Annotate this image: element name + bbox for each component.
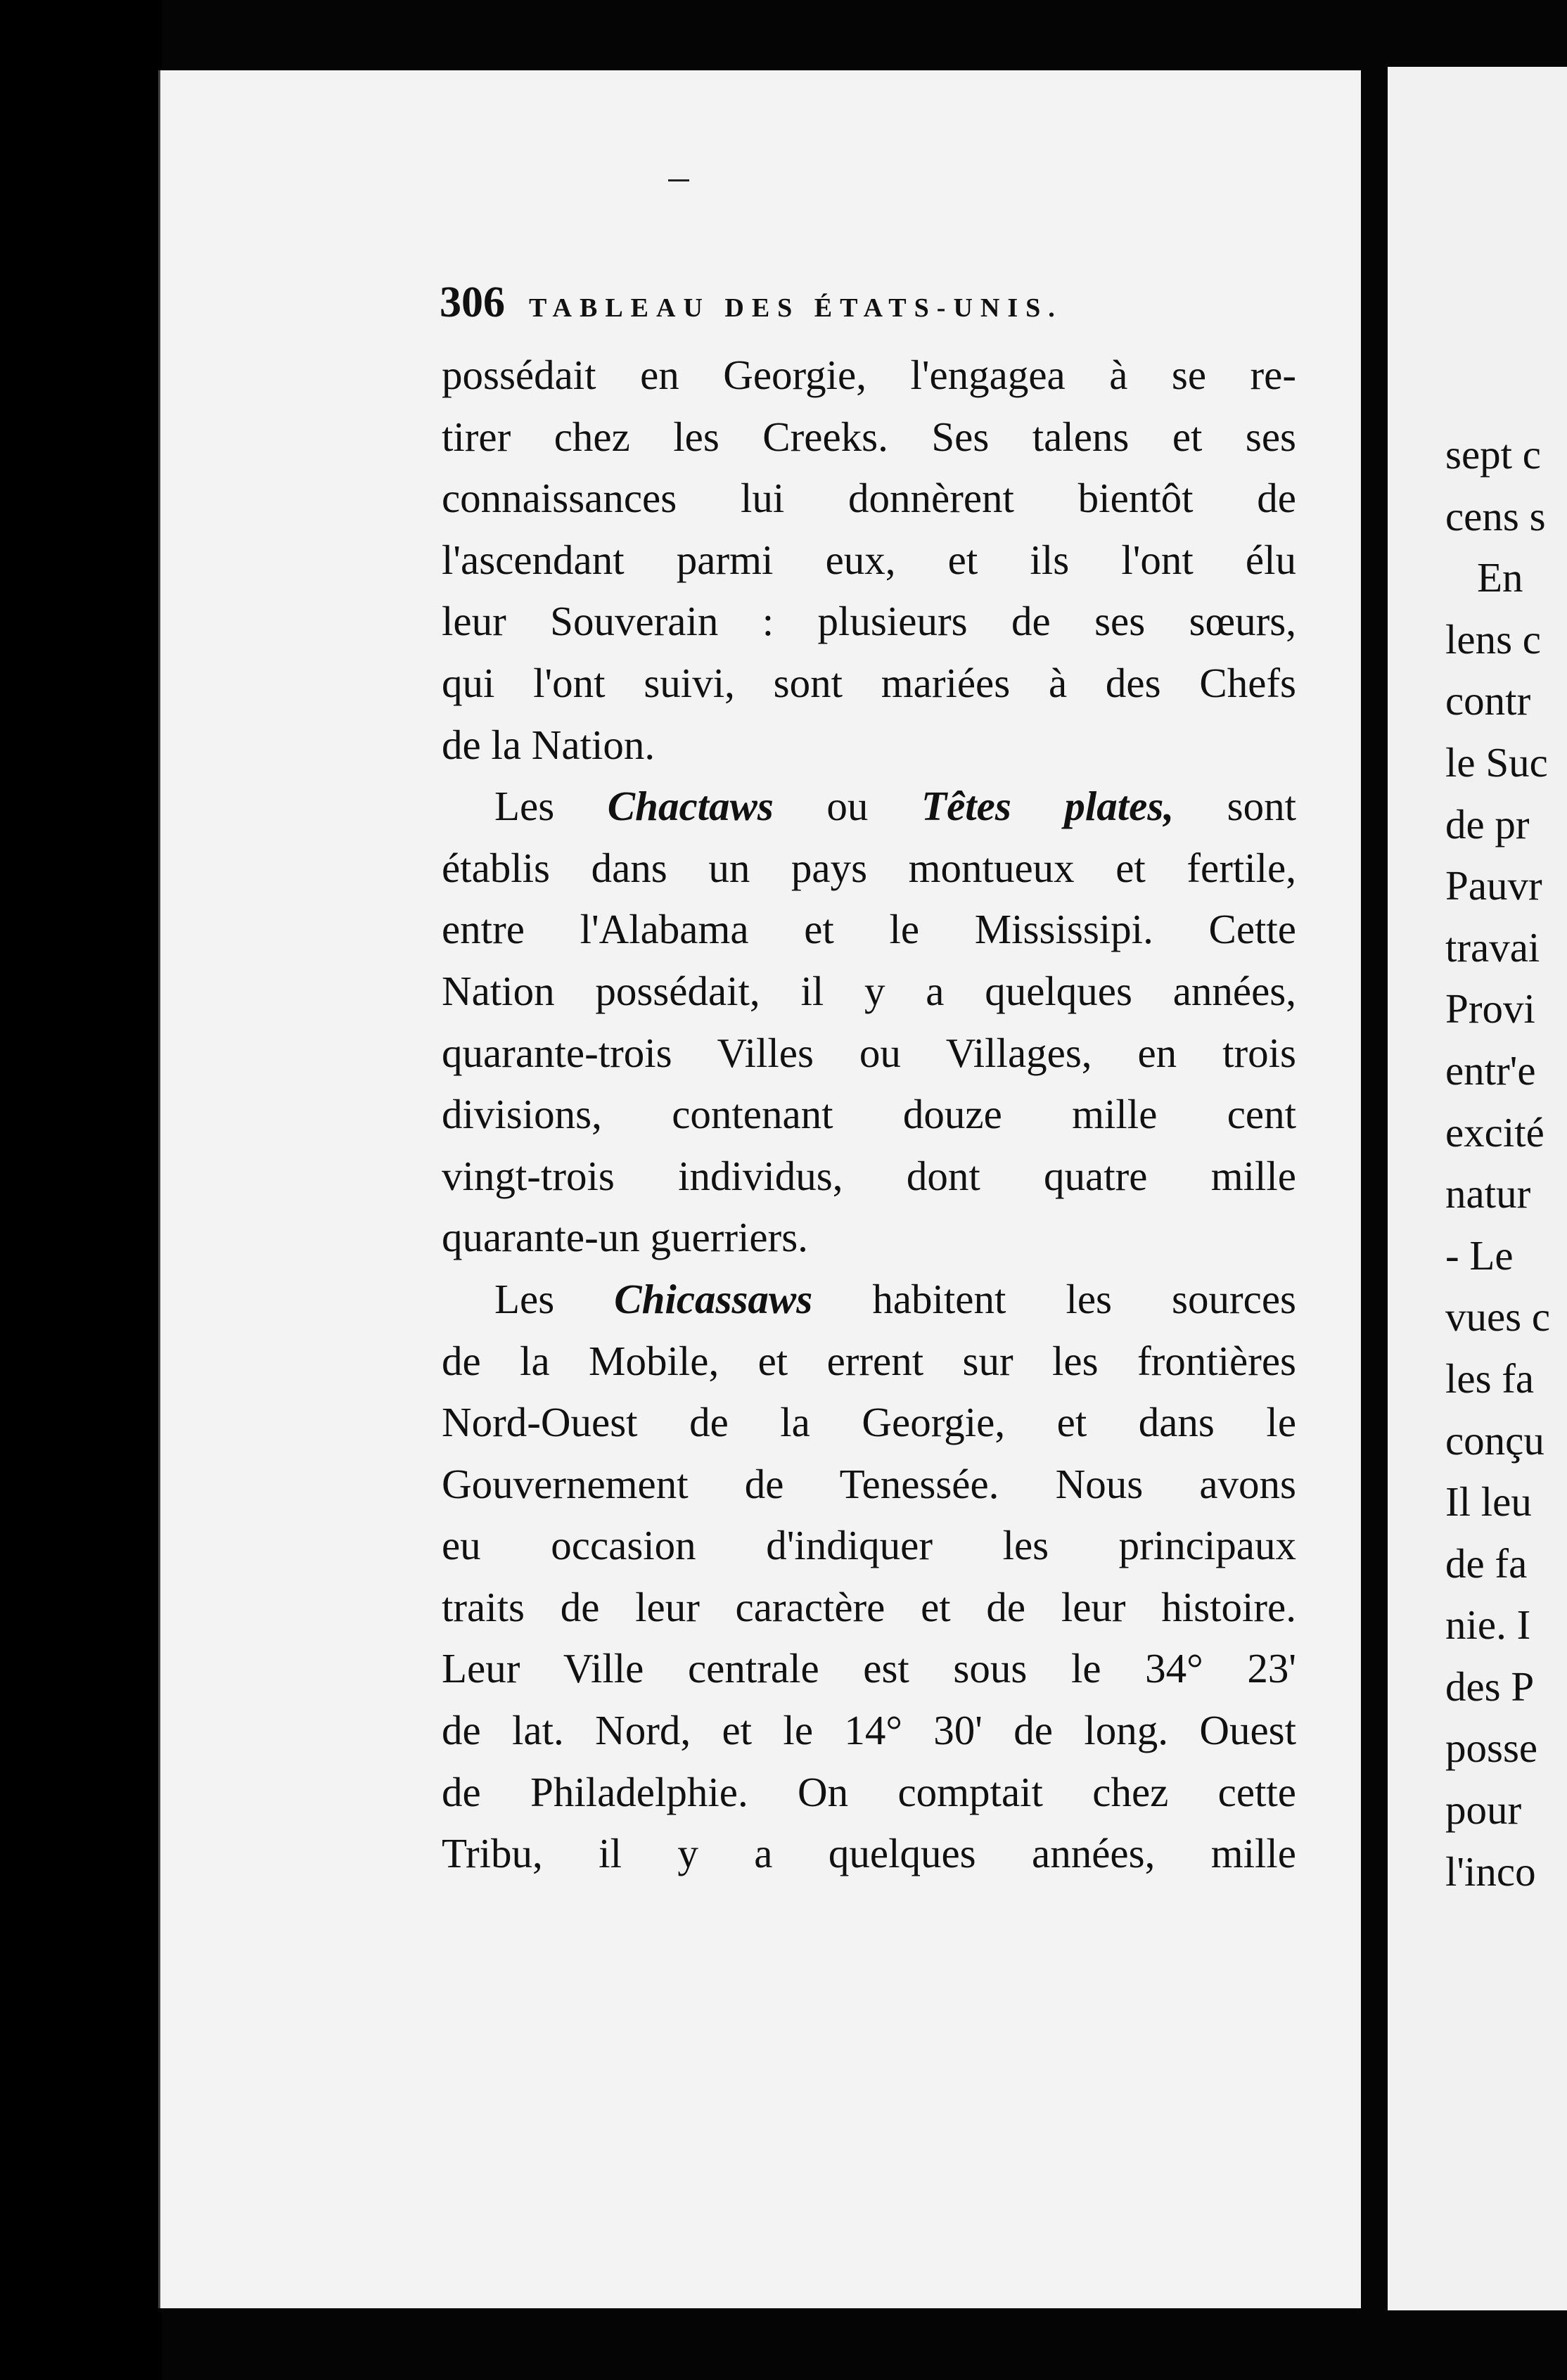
text-fragment: les fa [1445, 1355, 1535, 1402]
text-fragment: contr [1445, 677, 1531, 724]
text-line: quarante-trois Villes ou Villages, en trois [442, 1029, 1296, 1076]
text-fragment: pour [1445, 1786, 1522, 1834]
text-line: tirer chez les Creeks. Ses talens et ses [442, 413, 1296, 460]
text-line: Nation possédait, il y a quelques années, [442, 967, 1296, 1014]
text-fragment: entr'e [1445, 1047, 1536, 1094]
text-fragment: natur [1445, 1170, 1531, 1217]
text-line: de la Nation. [442, 721, 655, 768]
text-line: Nord-Ouest de la Georgie, et dans le [442, 1399, 1296, 1446]
page-header [440, 278, 1305, 334]
right-page [1388, 67, 1567, 2310]
text-fragment: excité [1445, 1108, 1544, 1156]
text-fragment: travai [1445, 923, 1540, 971]
paragraph-start [442, 1269, 1296, 1331]
page-number: 306 [440, 279, 505, 326]
text-run: Les [494, 783, 608, 830]
italic-name: Chactaws [607, 783, 774, 830]
text-line: l'ascendant parmi eux, et ils l'ont élu [442, 536, 1296, 583]
text-line: Tribu, il y a quelques années, mille [442, 1830, 1296, 1877]
text-fragment: Pauvr [1445, 862, 1542, 909]
italic-name: Têtes plates, [921, 783, 1175, 830]
text-run: sont [1174, 783, 1296, 830]
right-page-text [1445, 424, 1567, 1902]
text-fragment: sept c [1445, 431, 1541, 478]
text-fragment: de pr [1445, 800, 1530, 847]
text-line: leur Souverain : plusieurs de ses sœurs, [442, 598, 1296, 645]
text-line: quarante-un guerriers. [442, 1214, 808, 1261]
text-line: possédait en Georgie, l'engagea à se re- [442, 352, 1296, 398]
text-line: entre l'Alabama et le Mississipi. Cette [442, 906, 1296, 953]
dash-mark [668, 179, 689, 181]
text-line: qui l'ont suivi, sont mariées à des Chefs [442, 659, 1296, 706]
text-line: établis dans un pays montueux et fertile, [442, 844, 1296, 891]
text-fragment: En [1477, 554, 1523, 601]
text-fragment: des P [1445, 1663, 1535, 1710]
book-gutter [1361, 63, 1388, 2314]
text-line: eu occasion d'indiquer les principaux [442, 1522, 1296, 1569]
text-fragment: conçu [1445, 1416, 1544, 1464]
text-line: Leur Ville centrale est sous le 34° 23' [442, 1645, 1296, 1692]
text-run: Les [494, 1275, 615, 1322]
text-line: connaissances lui donnèrent bientôt de [442, 475, 1296, 522]
body-text [442, 345, 1296, 1885]
running-title: TABLEAU DES ÉTATS-UNIS. [529, 293, 1063, 323]
text-line: de lat. Nord, et le 14° 30' de long. Ouest [442, 1707, 1296, 1754]
text-line: Gouvernement de Tenessée. Nous avons [442, 1460, 1296, 1507]
text-fragment: lens c [1445, 615, 1541, 663]
text-fragment: Provi [1445, 985, 1535, 1032]
text-fragment: l'inco [1445, 1848, 1536, 1895]
text-fragment: de fa [1445, 1540, 1528, 1587]
text-run: habitent les sources [812, 1275, 1296, 1322]
text-fragment: nie. I [1445, 1601, 1531, 1649]
text-fragment: vues c [1445, 1293, 1551, 1341]
text-line: divisions, contenant douze mille cent [442, 1091, 1296, 1138]
text-fragment: le Suc [1445, 738, 1548, 786]
text-line: de la Mobile, et errent sur les frontières [442, 1337, 1296, 1384]
text-fragment: cens s [1445, 492, 1546, 539]
text-line: vingt-trois individus, dont quatre mille [442, 1152, 1296, 1199]
italic-name: Chicassaws [614, 1275, 813, 1322]
binding-shadow [0, 0, 162, 2380]
text-line: traits de leur caractère et de leur histoire. [442, 1583, 1296, 1630]
text-fragment: Il leu [1445, 1478, 1532, 1525]
text-fragment: - Le [1445, 1231, 1514, 1279]
text-run: ou [773, 783, 922, 830]
text-fragment: posse [1445, 1725, 1538, 1772]
paragraph-start [442, 776, 1296, 838]
text-line: de Philadelphie. On comptait chez cette [442, 1768, 1296, 1815]
